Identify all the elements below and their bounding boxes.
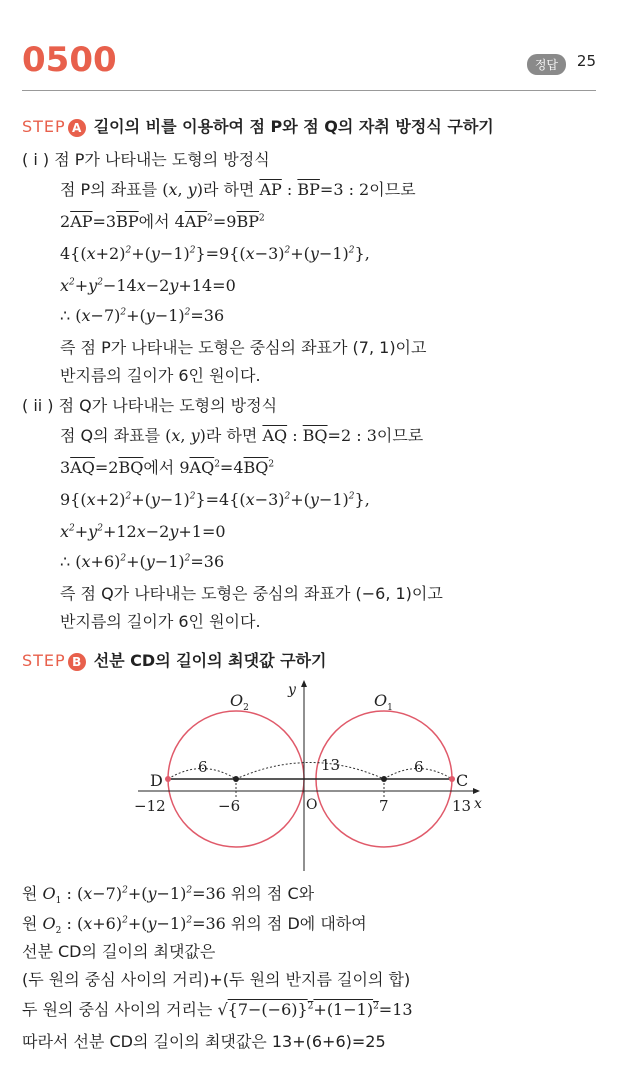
part1-line4: $x^2+y^2-14x-2y+14=0$	[60, 276, 236, 295]
step-a-tag: STEP	[22, 117, 66, 136]
problem-number: 0500	[22, 40, 117, 80]
part1-heading: ( i ) 점 P가 나타내는 도형의 방정식	[22, 150, 270, 169]
conclusion-line3: 선분 CD의 길이의 최댓값은	[22, 942, 216, 961]
point-d	[165, 776, 171, 782]
point-c	[449, 776, 455, 782]
step-a-letter: A	[68, 119, 86, 137]
label-c: C	[456, 771, 469, 790]
part1-conclusion2: 반지름의 길이가 6인 원이다.	[60, 366, 261, 385]
step-a-title: 길이의 비를 이용하여 점 P와 점 Q의 자취 방정식 구하기	[93, 117, 494, 136]
answer-value: 25	[576, 52, 596, 70]
label-y: y	[288, 682, 296, 698]
conclusion-line6: 따라서 선분 CD의 길이의 최댓값은 13+(6+6)=25	[22, 1032, 386, 1051]
label-o2: $O_2$	[230, 691, 249, 713]
dist-mid: 13	[321, 756, 341, 774]
label-origin: O	[306, 797, 318, 813]
part2-line1: 점 Q의 좌표를 (x, y)라 하면 $\overline{AQ}$ : $\overline{BQ}=2$ : 3이므로	[60, 426, 424, 445]
part1-line2: $2\overline{AP}=3\overline{BP}$에서 $4\overline{AP}^2=9\overline{BP}^2$	[60, 212, 265, 231]
step-b-letter: B	[68, 653, 86, 671]
conclusion-line1: 원 $O_1$ : $(x-7)^2+(y-1)^2=36$ 위의 점 C와	[22, 884, 315, 907]
part2-line5: ∴ $(x+6)^2+(y-1)^2=36$	[60, 552, 225, 571]
conclusion-line4: (두 원의 중심 사이의 거리)+(두 원의 반지름 길이의 합)	[22, 970, 411, 989]
part2-line3: $9\{(x+2)^2+(y-1)^2\}=4\{(x-3)^2+(y-1)^2\}$,	[60, 490, 370, 509]
y-axis-arrow	[301, 680, 307, 687]
dist-right: 6	[414, 758, 424, 776]
label-o1: $O_1$	[374, 691, 393, 713]
circles-figure	[118, 676, 498, 876]
part1-line1: 점 P의 좌표를 (x, y)라 하면 $\overline{AP}$ : $\overline{BP}=3$ : 2이므로	[60, 180, 416, 199]
part2-conclusion2: 반지름의 길이가 6인 원이다.	[60, 612, 261, 631]
header-divider	[22, 90, 596, 91]
part2-line2: $3\overline{AQ}=2\overline{BQ}$에서 $9\overline{AQ}^2=4\overline{BQ}^2$	[60, 458, 275, 477]
step-a-heading	[22, 114, 494, 137]
arc-o2-to-o1	[236, 763, 384, 780]
tick-13: 13	[452, 797, 472, 815]
part2-heading: ( ii ) 점 Q가 나타내는 도형의 방정식	[22, 396, 278, 415]
tick-m12: −12	[134, 797, 166, 815]
page-header	[22, 40, 596, 94]
center-o1	[381, 776, 387, 782]
step-b-tag: STEP	[22, 651, 66, 670]
part2-conclusion1: 즉 점 Q가 나타내는 도형은 중심의 좌표가 (−6, 1)이고	[60, 584, 443, 603]
part1-line5: ∴ $(x-7)^2+(y-1)^2=36$	[60, 306, 225, 325]
tick-7: 7	[379, 797, 389, 815]
dist-left: 6	[198, 758, 208, 776]
conclusion-line2: 원 $O_2$ : $(x+6)^2+(y-1)^2=36$ 위의 점 D에 대하여	[22, 914, 367, 937]
part2-line4: $x^2+y^2+12x-2y+1=0$	[60, 522, 226, 541]
x-axis-arrow	[473, 788, 480, 794]
tick-m6: −6	[218, 797, 241, 815]
part1-line3: $4\{(x+2)^2+(y-1)^2\}=9\{(x-3)^2+(y-1)^2\}$,	[60, 244, 370, 263]
center-o2	[233, 776, 239, 782]
step-b-heading	[22, 648, 326, 671]
label-d: D	[150, 771, 163, 790]
part1-conclusion1: 즉 점 P가 나타내는 도형은 중심의 좌표가 (7, 1)이고	[60, 338, 427, 357]
answer-badge: 정답	[527, 54, 566, 75]
conclusion-line5: 두 원의 중심 사이의 거리는 $√\{7-(-6)\}^2+(1-1)^2=13$	[22, 1000, 413, 1019]
step-b-title: 선분 CD의 길이의 최댓값 구하기	[93, 651, 327, 670]
label-x: x	[474, 796, 482, 812]
